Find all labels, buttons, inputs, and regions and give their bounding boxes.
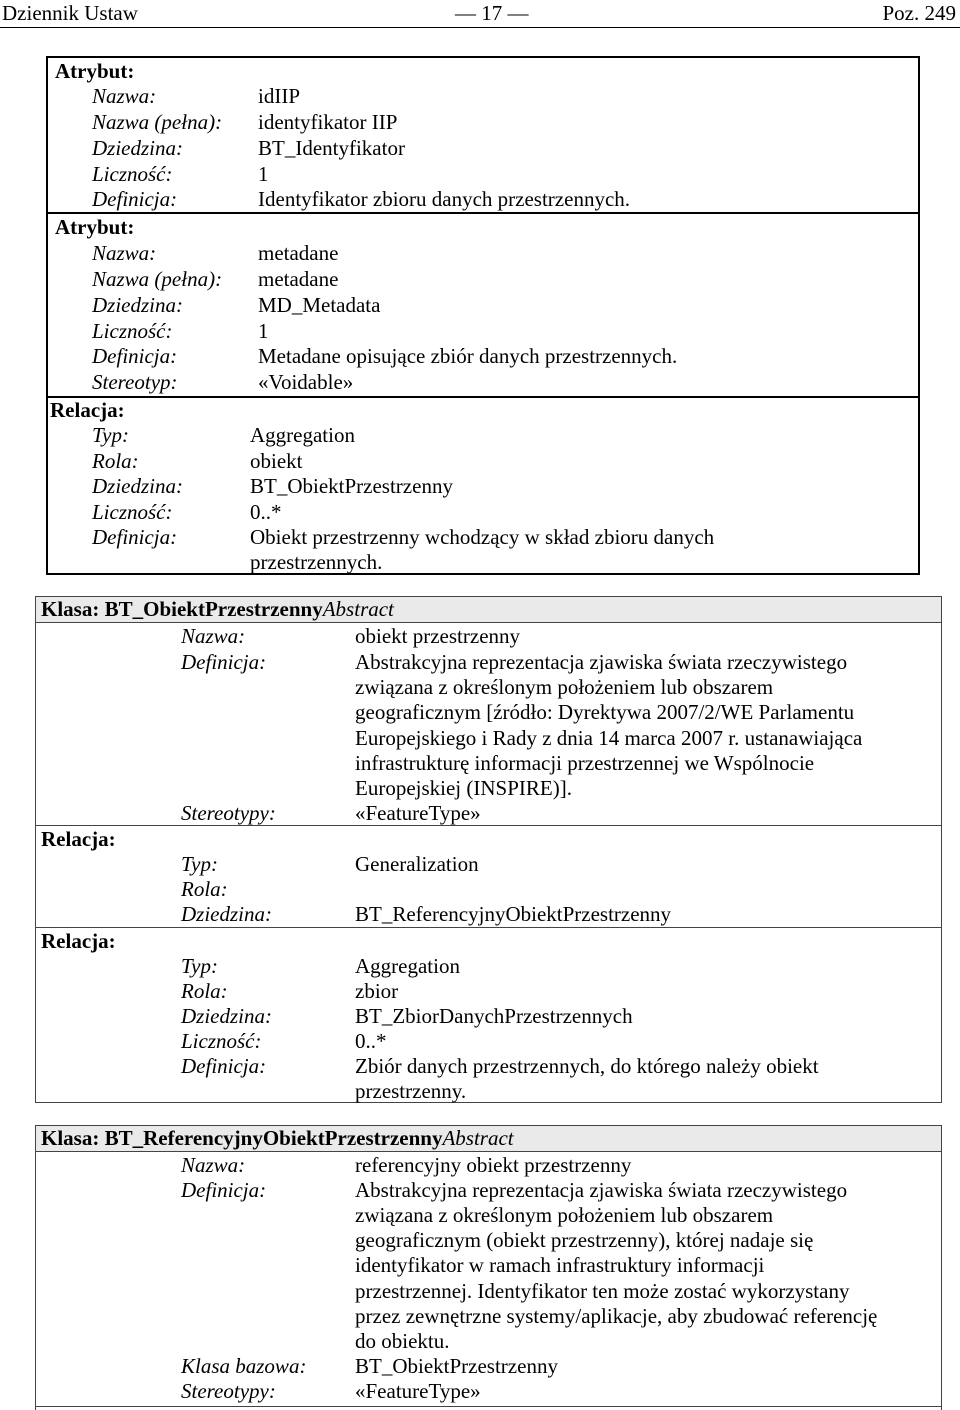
divider [46,396,920,398]
field-label: Nazwa: [92,241,157,265]
definition-line: infrastrukturę informacji przestrzennej we Wspólnocie [355,751,815,775]
position-number: Poz. 249 [882,1,956,25]
field-value: idIIP [258,84,300,108]
field-value: «Voidable» [258,370,354,394]
divider [35,927,942,928]
definition-line: geograficznym (obiekt przestrzenny), której nadaje się [355,1228,814,1252]
field-value-continued: przestrzenny. [355,1079,467,1103]
relation-heading: Relacja: [50,398,125,422]
class-prefix: Klasa: [41,597,105,621]
field-label: Dziedzina: [92,136,183,160]
class-stereotype-abstract: Abstract [442,1126,514,1150]
page-header [0,0,960,28]
field-value: Generalization [355,852,479,876]
field-value: metadane [258,267,339,291]
field-label: Liczność: [92,319,173,343]
field-label: Liczność: [92,162,173,186]
class-prefix: Klasa: [41,1126,105,1150]
definition-line: Europejskiego i Rady z dnia 14 marca 2007 r. ustanawiająca [355,726,863,750]
class-border-right [941,1151,942,1410]
definition-line: geograficznym [źródło: Dyrektywa 2007/2/WE Parlamentu [355,700,855,724]
class-border-bottom [35,1102,942,1103]
field-label: Stereotyp: [92,370,178,394]
field-value: obiekt przestrzenny [355,624,521,648]
field-label: Nazwa: [92,84,157,108]
field-label: Nazwa: [181,1153,246,1177]
relation-heading: Relacja: [41,827,116,851]
class-title [41,1126,514,1151]
class-border-right [941,622,942,1103]
field-value: BT_ZbiorDanychPrzestrzennych [355,1004,633,1028]
divider [35,825,942,826]
field-label: Nazwa (pełna): [92,267,223,291]
field-value: 0..* [355,1029,387,1053]
definition-line: przez zewnętrzne systemy/aplikacje, aby zbudować referencję [355,1304,878,1328]
field-label: Dziedzina: [181,902,272,926]
field-label: Klasa bazowa: [181,1354,307,1378]
field-value: metadane [258,241,339,265]
field-value: Obiekt przestrzenny wchodzący w skład zbioru danych [250,525,715,549]
field-label: Rola: [92,449,139,473]
attribute-heading: Atrybut: [55,59,135,83]
field-label: Liczność: [92,500,173,524]
class-name: BT_ReferencyjnyObiektPrzestrzenny [104,1126,443,1150]
field-label: Definicja: [181,1178,267,1202]
field-label: Dziedzina: [181,1004,272,1028]
definition-line: Europejskiej (INSPIRE)]. [355,776,572,800]
class-border-left [35,1151,36,1410]
field-value: 1 [258,162,269,186]
definition-line: do obiektu. [355,1329,450,1353]
field-value: Aggregation [355,954,460,978]
field-value: 0..* [250,500,282,524]
field-value: 1 [258,319,269,343]
field-value: Metadane opisujące zbiór danych przestrzennych. [258,344,678,368]
field-value: obiekt [250,449,303,473]
class-title [41,597,394,622]
field-value: identyfikator IIP [258,110,398,134]
class-border-bottom [35,1406,942,1407]
field-label: Dziedzina: [92,293,183,317]
field-value: BT_ObiektPrzestrzenny [250,474,453,498]
header-rule [0,27,960,28]
field-label: Nazwa (pełna): [92,110,223,134]
definition-line: związana z określonym położeniem lub obszarem [355,675,774,699]
field-value: BT_ObiektPrzestrzenny [355,1354,558,1378]
class-stereotype-abstract: Abstract [322,597,394,621]
class-border-left [35,622,36,1103]
journal-title: Dziennik Ustaw [2,1,138,25]
field-label: Liczność: [181,1029,262,1053]
field-label: Definicja: [92,525,178,549]
field-value: «FeatureType» [355,1379,481,1403]
field-value: Aggregation [250,423,355,447]
definition-line: identyfikator w ramach infrastruktury informacji [355,1253,765,1277]
field-label: Stereotypy: [181,801,276,825]
field-value: Identyfikator zbioru danych przestrzennych. [258,187,631,211]
field-value: zbior [355,979,399,1003]
page-number: — 17 — [455,1,529,25]
attribute-heading: Atrybut: [55,215,135,239]
field-label: Definicja: [92,344,178,368]
field-label: Nazwa: [181,624,246,648]
field-label: Rola: [181,979,228,1003]
field-label: Typ: [181,852,218,876]
field-value: BT_Identyfikator [258,136,405,160]
field-label: Typ: [181,954,218,978]
field-label: Definicja: [181,650,267,674]
definition-line: Abstrakcyjna reprezentacja zjawiska świata rzeczywistego [355,1178,848,1202]
field-label: Rola: [181,877,228,901]
field-label: Definicja: [92,187,178,211]
field-label: Typ: [92,423,129,447]
definition-line: przestrzennej. Identyfikator ten może zostać wykorzystany [355,1279,850,1303]
field-value: Zbiór danych przestrzennych, do którego należy obiekt [355,1054,819,1078]
field-value: BT_ReferencyjnyObiektPrzestrzenny [355,902,672,926]
relation-heading: Relacja: [41,929,116,953]
divider [46,212,920,214]
field-label: Dziedzina: [92,474,183,498]
field-label: Definicja: [181,1054,267,1078]
definition-line: związana z określonym położeniem lub obszarem [355,1203,774,1227]
field-value: MD_Metadata [258,293,381,317]
field-value: referencyjny obiekt przestrzenny [355,1153,632,1177]
definition-line: Abstrakcyjna reprezentacja zjawiska świata rzeczywistego [355,650,848,674]
field-label: Stereotypy: [181,1379,276,1403]
class-name: BT_ObiektPrzestrzenny [104,597,323,621]
field-value-continued: przestrzennych. [250,550,383,574]
field-value: «FeatureType» [355,801,481,825]
